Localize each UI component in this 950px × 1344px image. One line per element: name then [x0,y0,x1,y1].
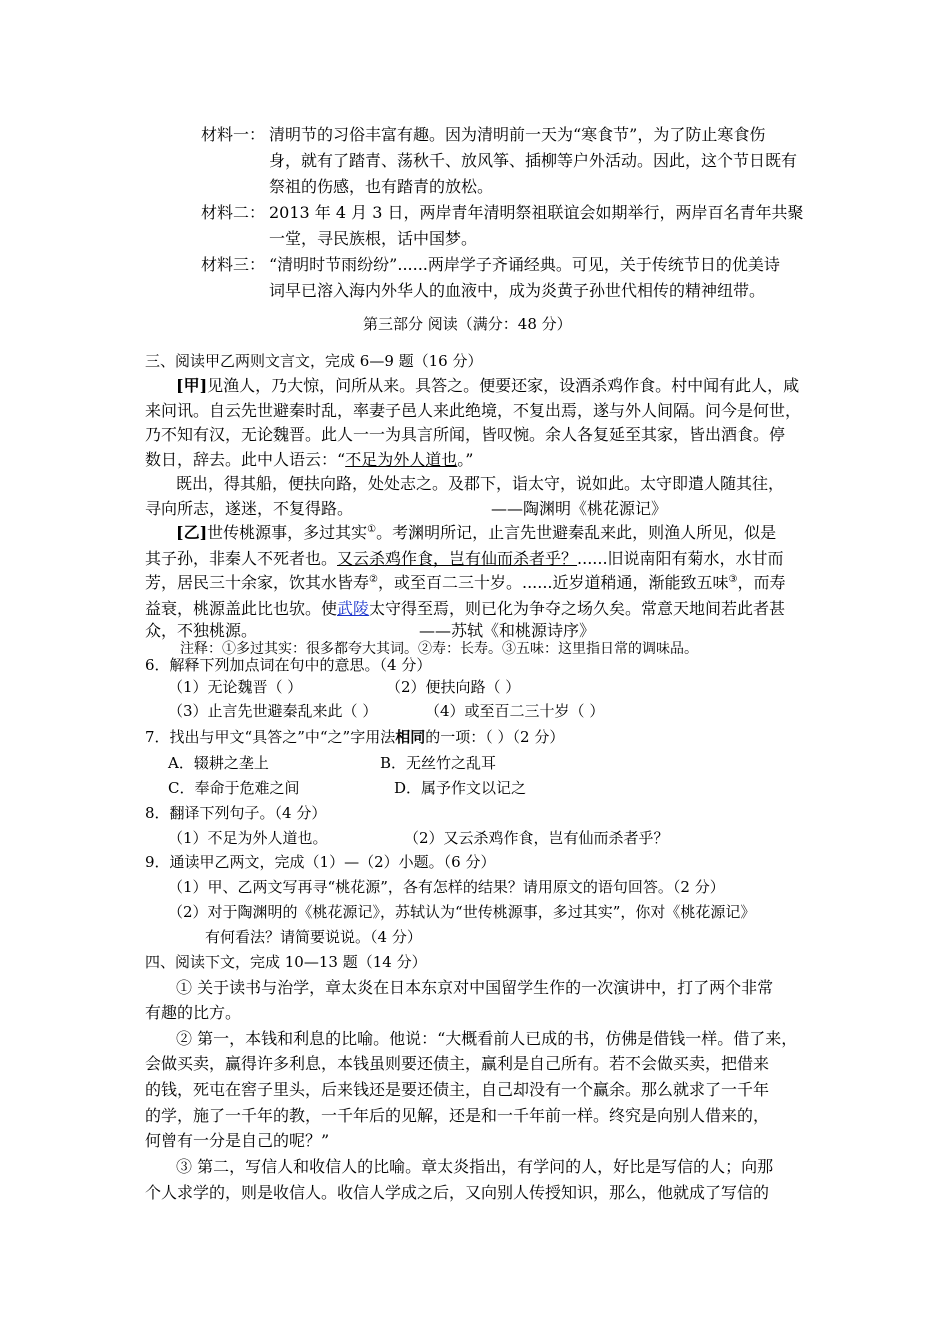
yi-line-2 [145,548,784,570]
section3-heading: 三、阅读甲乙两则文言文，完成 6—9 题（16 分） [145,352,483,370]
material-1-label: 材料一： [201,125,266,144]
material-2-line-2: 一堂，寻民族根，话中国梦。 [269,229,478,248]
question-6-item-1: （1）无论魏晋（ ） [168,678,303,696]
question-9-item-2-line-2: 有何看法？请简要说说。（4 分） [205,928,422,946]
question-7-post: 的一项：（ ）（2 分） [425,728,565,746]
footnote-mark-3: ③ [728,574,738,585]
jia-line-3: 乃不知有汉，无论魏晋。此人一一为具言所闻，皆叹惋。余人各复延至其家，皆出酒食。停 [145,425,786,444]
jia-line-1 [176,375,799,397]
material-1-line-1: 清明节的习俗丰富有趣。因为清明前一天为“寒食节”，为了防止寒食伤 [269,125,766,144]
question-8-item-1: （1）不足为外人道也。 [168,829,328,847]
yi-tag: [乙] [176,523,208,542]
yi-line-2-post: ......旧说南阳有菊水，水甘而 [577,549,784,568]
jia-line-2: 来问讯。自云先世避秦时乱，率妻子邑人来此绝境，不复出焉，遂与外人间隔。问今是何世， [145,401,802,420]
yi-source: ——苏轼《和桃源诗序》 [419,621,596,640]
yi-line-2-pre: 其子孙，非秦人不死者也。 [145,549,338,568]
material-3-line-1: “清明时节雨纷纷”......两岸学子齐诵经典。可见，关于传统节日的优美诗 [269,255,780,274]
question-7-bold: 相同 [395,728,426,746]
material-2-label: 材料二： [201,203,266,222]
jia-p2-line-2: 寻向所志，遂迷，不复得路。 [145,499,354,518]
jia-p2-line-1: 既出，得其船，便扶向路，处处志之。及郡下，诣太守，说如此。太守即遣人随其往， [176,474,785,493]
annotation-note: 注释：①多过其实：很多都夸大其词。②寿：长寿。③五味：这里指日常的调味品。 [180,641,698,657]
question-7 [145,726,564,748]
question-7-pre: 7．找出与甲文“具答之”中“之”字用法 [145,728,396,746]
s4-p2-line-2: 会做买卖，赢得许多利息，本钱虽则要还债主，赢利是自己所有。若不会做买卖，把借来 [145,1054,770,1073]
yi-line-3-mid: ，或至百二三十岁。......近岁道稍通，渐能致五味 [377,573,729,592]
question-6: 6．解释下列加点词在句中的意思。（4 分） [145,656,432,674]
question-7-option-b: B．无丝竹之乱耳 [380,754,497,772]
jia-underlined-sentence: 不足为外人道也 [345,450,458,469]
question-6-item-3: （3）止言先世避秦乱来此（ ） [168,702,378,720]
question-8-item-2: （2）又云杀鸡作食，岂有仙而杀者乎？ [404,829,669,847]
question-9: 9．通读甲乙两文，完成（1）—（2）小题。（6 分） [145,853,496,871]
yi-line-1-pre: 世传桃源事，多过其实 [207,523,368,542]
material-3-label: 材料三： [201,255,266,274]
yi-line-4-pre: 益衰，桃源盖此比也欤。使 [145,599,338,618]
question-7-option-c: C．奉命于危难之间 [168,779,300,797]
yi-line-4-post: 太守得至焉，则已化为争夺之场久矣。常意天地间若此者甚 [369,599,786,618]
footnote-mark-1: ① [367,524,377,535]
s4-p2-line-5: 何曾有一分是自己的呢？” [145,1131,330,1150]
question-9-item-1: （1）甲、乙两文写再寻“桃花源”，各有怎样的结果？请用原文的语句回答。（2 分） [168,878,725,896]
jia-line-4-pre: 数日，辞去。此中人语云：“ [145,450,346,469]
jia-line-4-post: 。” [457,450,474,469]
yi-line-1 [176,522,776,544]
material-1-line-3: 祭祖的伤感，也有踏青的放松。 [269,177,494,196]
s4-p1-line-2: 有趣的比方。 [145,1003,242,1022]
jia-line-4 [145,449,473,471]
s4-p3-line-2: 个人求学的，则是收信人。收信人学成之后，又向别人传授知识，那么，他就成了写信的 [145,1183,770,1202]
yi-line-5: 众，不独桃源。 [145,621,258,640]
jia-tag: [甲] [176,376,208,395]
question-6-item-4: （4）或至百二三十岁（ ） [425,702,605,720]
material-1-line-2: 身，就有了踏青、荡秋千、放风筝、插柳等户外活动。因此，这个节日既有 [269,151,798,170]
yi-line-3-post: ，而寿 [737,573,786,592]
question-9-item-2-line-1: （2）对于陶渊明的《桃花源记》，苏轼认为“世传桃源事，多过其实”，你对《桃花源记》 [168,903,756,921]
question-7-option-d: D．属予作文以记之 [394,779,527,797]
material-2-line-1: 2013 年 4 月 3 日，两岸青年清明祭祖联谊会如期举行，两岸百名青年共聚 [269,203,804,222]
footnote-mark-2: ② [369,574,378,585]
s4-p2-line-3: 的钱，死屯在窖子里头，后来钱还是要还债主，自己却没有一个赢余。那么就求了一千年 [145,1080,770,1099]
material-3-line-2: 词早已溶入海内外华人的血液中，成为炎黄子孙世代相传的精神纽带。 [269,281,766,300]
question-7-option-a: A．辍耕之垄上 [168,754,269,772]
question-6-item-2: （2）便扶向路（ ） [386,678,521,696]
section4-heading: 四、阅读下文，完成 10—13 题（14 分） [145,953,427,971]
wuling-link[interactable]: 武陵 [337,599,370,618]
s4-p1-line-1: ① 关于读书与治学，章太炎在日本东京对中国留学生作的一次演讲中，打了两个非常 [176,978,774,997]
yi-line-4 [145,598,785,620]
part3-title: 第三部分 阅读（满分：48 分） [363,315,572,333]
s4-p2-line-4: 的学，施了一千年的教，一千年后的见解，还是和一千年前一样。终究是向别人借来的， [145,1106,770,1125]
s4-p2-line-1: ② 第一，本钱和利息的比喻。他说：“大概看前人已成的书，仿佛是借钱一样。借了来， [176,1029,798,1048]
jia-source: ——陶渊明《桃花源记》 [491,499,668,518]
yi-line-1-post: 。考渊明所记，止言先世避秦乱来此，则渔人所见，似是 [376,523,777,542]
question-8: 8．翻译下列句子。（4 分） [145,804,327,822]
jia-line-1-text: 见渔人，乃大惊，问所从来。具答之。便要还家，设酒杀鸡作食。村中闻有此人，咸 [207,376,800,395]
yi-line-3 [145,572,786,594]
yi-underlined-sentence: 又云杀鸡作食，岂有仙而杀者乎？ [337,549,578,568]
yi-line-3-pre: 芳，居民三十余家，饮其水皆寿 [145,573,370,592]
s4-p3-line-1: ③ 第二，写信人和收信人的比喻。章太炎指出，有学问的人，好比是写信的人；向那 [176,1157,774,1176]
